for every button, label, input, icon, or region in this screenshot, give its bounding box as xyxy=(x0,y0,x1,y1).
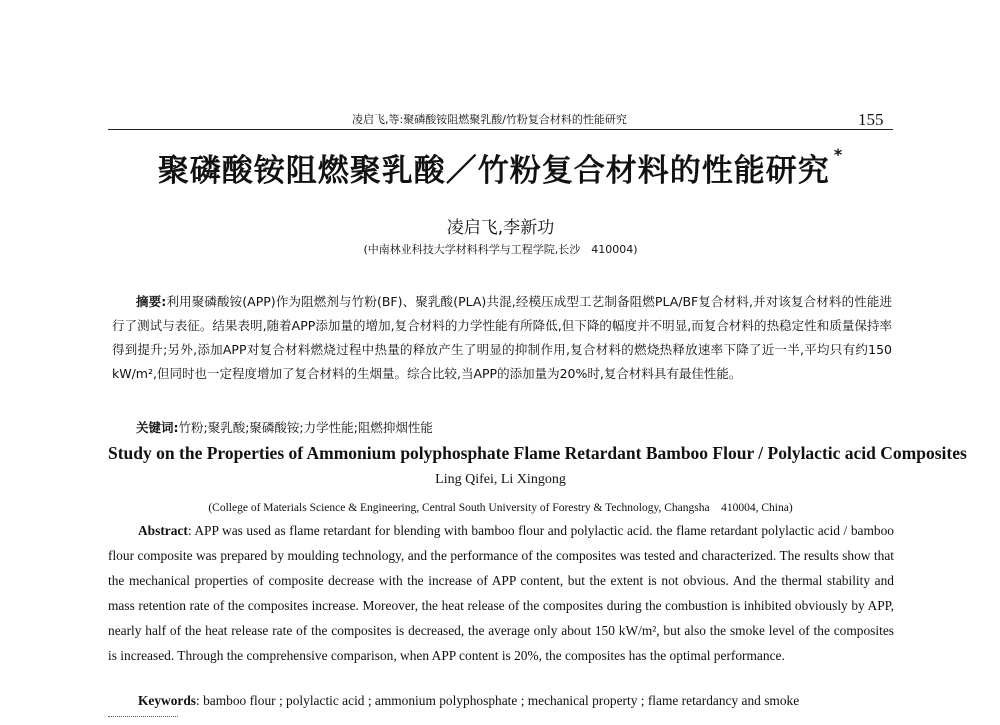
chinese-keywords xyxy=(136,418,433,436)
chinese-abstract xyxy=(112,290,892,386)
footnote-mark: * xyxy=(833,145,844,164)
chinese-abstract-label: 摘要: xyxy=(136,294,167,309)
chinese-keywords-label: 关键词: xyxy=(136,420,179,435)
cut-off-line xyxy=(108,716,178,725)
english-title: Study on the Properties of Ammonium polyphosphate Flame Retardant Bamboo Flour / Polylactic acid Composites xyxy=(108,443,967,463)
page-number: 155 xyxy=(858,110,884,129)
english-abstract-label: Abstract xyxy=(138,523,188,538)
header-rule xyxy=(108,129,893,130)
chinese-abstract-text: 利用聚磷酸铵(APP)作为阻燃剂与竹粉(BF)、聚乳酸(PLA)共混,经模压成型工艺制备阻燃PLA/BF复合材料,并对该复合材料的性能进行了测试与表征。结果表明,随着APP添加量的增加,复合材料的力学性能有所降低,但下降的幅度并不明显,而复合材料的热稳定性和质量保持率得到提升;另外,添加APP对复合材料燃烧过程中热量的释放产生了明显的抑制作用,复合材料的燃烧热释放速率下降了近一半,平均只有约150 kW/m²,但同时也一定程度增加了复合材料的生烟量。综合比较,当APP的添加量为20%时,复合材料具有最佳性能。 xyxy=(112,294,893,381)
chinese-affiliation: (中南林业科技大学材料科学与工程学院,长沙 410004) xyxy=(363,243,638,256)
english-affiliation: (College of Materials Science & Engineering, Central South University of Forestry & Technology, Changsha 410004, China) xyxy=(208,502,793,514)
english-abstract-text: : APP was used as flame retardant for blending with bamboo flour and polylactic acid. the flame retardant polylactic acid / bamboo flour composite was prepared by moulding technology, and the performance of the composites was tested and characterized. The results show that the mechanical properties of composite decrease with the increase of APP content, but the extent is not obvious. And the thermal stability and mass retention rate of the composites increase. Moreover, the heat release of the composites during the combustion is inhibited obviously by APP, nearly half of the heat release rate of the composites is decreased, the average only about 150 kW/m², but also the smoke level of the composites is increased. Through the comprehensive comparison, when APP content is 20%, the composites has the optimal performance. xyxy=(108,523,894,663)
english-authors: Ling Qifei, Li Xingong xyxy=(435,472,566,487)
english-keywords-label: Keywords xyxy=(138,693,197,708)
chinese-keywords-text: 竹粉;聚乳酸;聚磷酸铵;力学性能;阻燃抑烟性能 xyxy=(178,420,433,435)
english-abstract xyxy=(108,518,894,668)
chinese-title-text: 聚磷酸铵阻燃聚乳酸／竹粉复合材料的性能研究 xyxy=(157,153,830,189)
chinese-title xyxy=(108,145,893,190)
english-keywords-text: : bamboo flour ; polylactic acid ; ammonium polyphosphate ; mechanical property ; flame retardancy and smoke xyxy=(196,693,800,708)
chinese-authors: 凌启飞,李新功 xyxy=(446,218,555,238)
english-keywords xyxy=(138,693,799,709)
running-head: 凌启飞,等:聚磷酸铵阻燃聚乳酸/竹粉复合材料的性能研究 xyxy=(352,113,627,126)
